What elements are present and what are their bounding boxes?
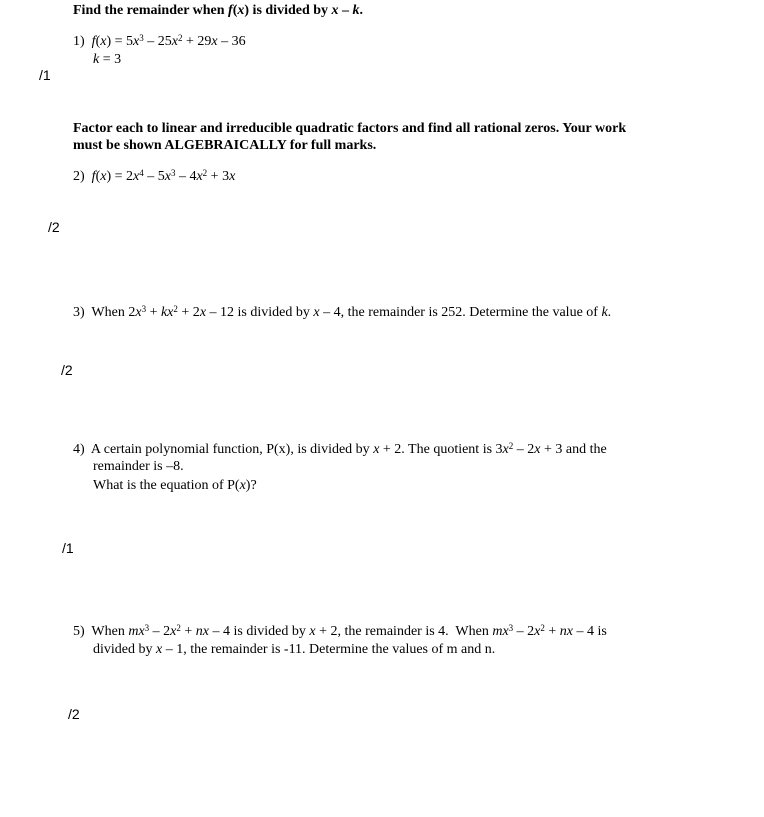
q1-k-value: k = 3 xyxy=(93,52,122,67)
q5-line1: 5) When $mx^3 - 2x^2$ + nx – 4 is divided by x + 2, the remainder is 4. When $mx^3 - 2x^2$ + nx – 4 is xyxy=(73,623,607,639)
q4-mark: /1 xyxy=(62,540,74,556)
q4-line3: What is the equation of P(x)? xyxy=(93,478,257,493)
q4-line1: 4) A certain polynomial function, P(x), is divided by x + 2. The quotient is $3x^2 - 2x + 3$ and the xyxy=(73,441,607,457)
q2-equation: 2) $f(x) = 2x^4 - 5x^3 - 4x^2 + 3x$ xyxy=(73,168,236,184)
q5-mark: /2 xyxy=(68,706,80,722)
q4-line2: remainder is –8. xyxy=(93,459,184,474)
q2-mark: /2 xyxy=(48,219,60,235)
section2-instruction-line2: must be shown ALGEBRAICALLY for full marks. xyxy=(73,138,377,153)
q1-equation: 1) $f(x) = 5x^3 - 25x^2 + 29x - 36$ xyxy=(73,33,246,49)
section2-instruction-line1: Factor each to linear and irreducible quadratic factors and find all rational zeros. Your work xyxy=(73,121,627,136)
section1-instruction: Find the remainder when f(x) is divided by x – k. xyxy=(73,3,364,18)
q5-line2: divided by x – 1, the remainder is -11. Determine the values of m and n. xyxy=(93,642,496,657)
q1-mark: /1 xyxy=(39,67,51,83)
q3-mark: /2 xyxy=(61,362,73,378)
q3-text: 3) When $2x^3 + kx^2 + 2x - 12$ is divided by x – 4, the remainder is 252. Determine the value of k. xyxy=(73,304,612,320)
